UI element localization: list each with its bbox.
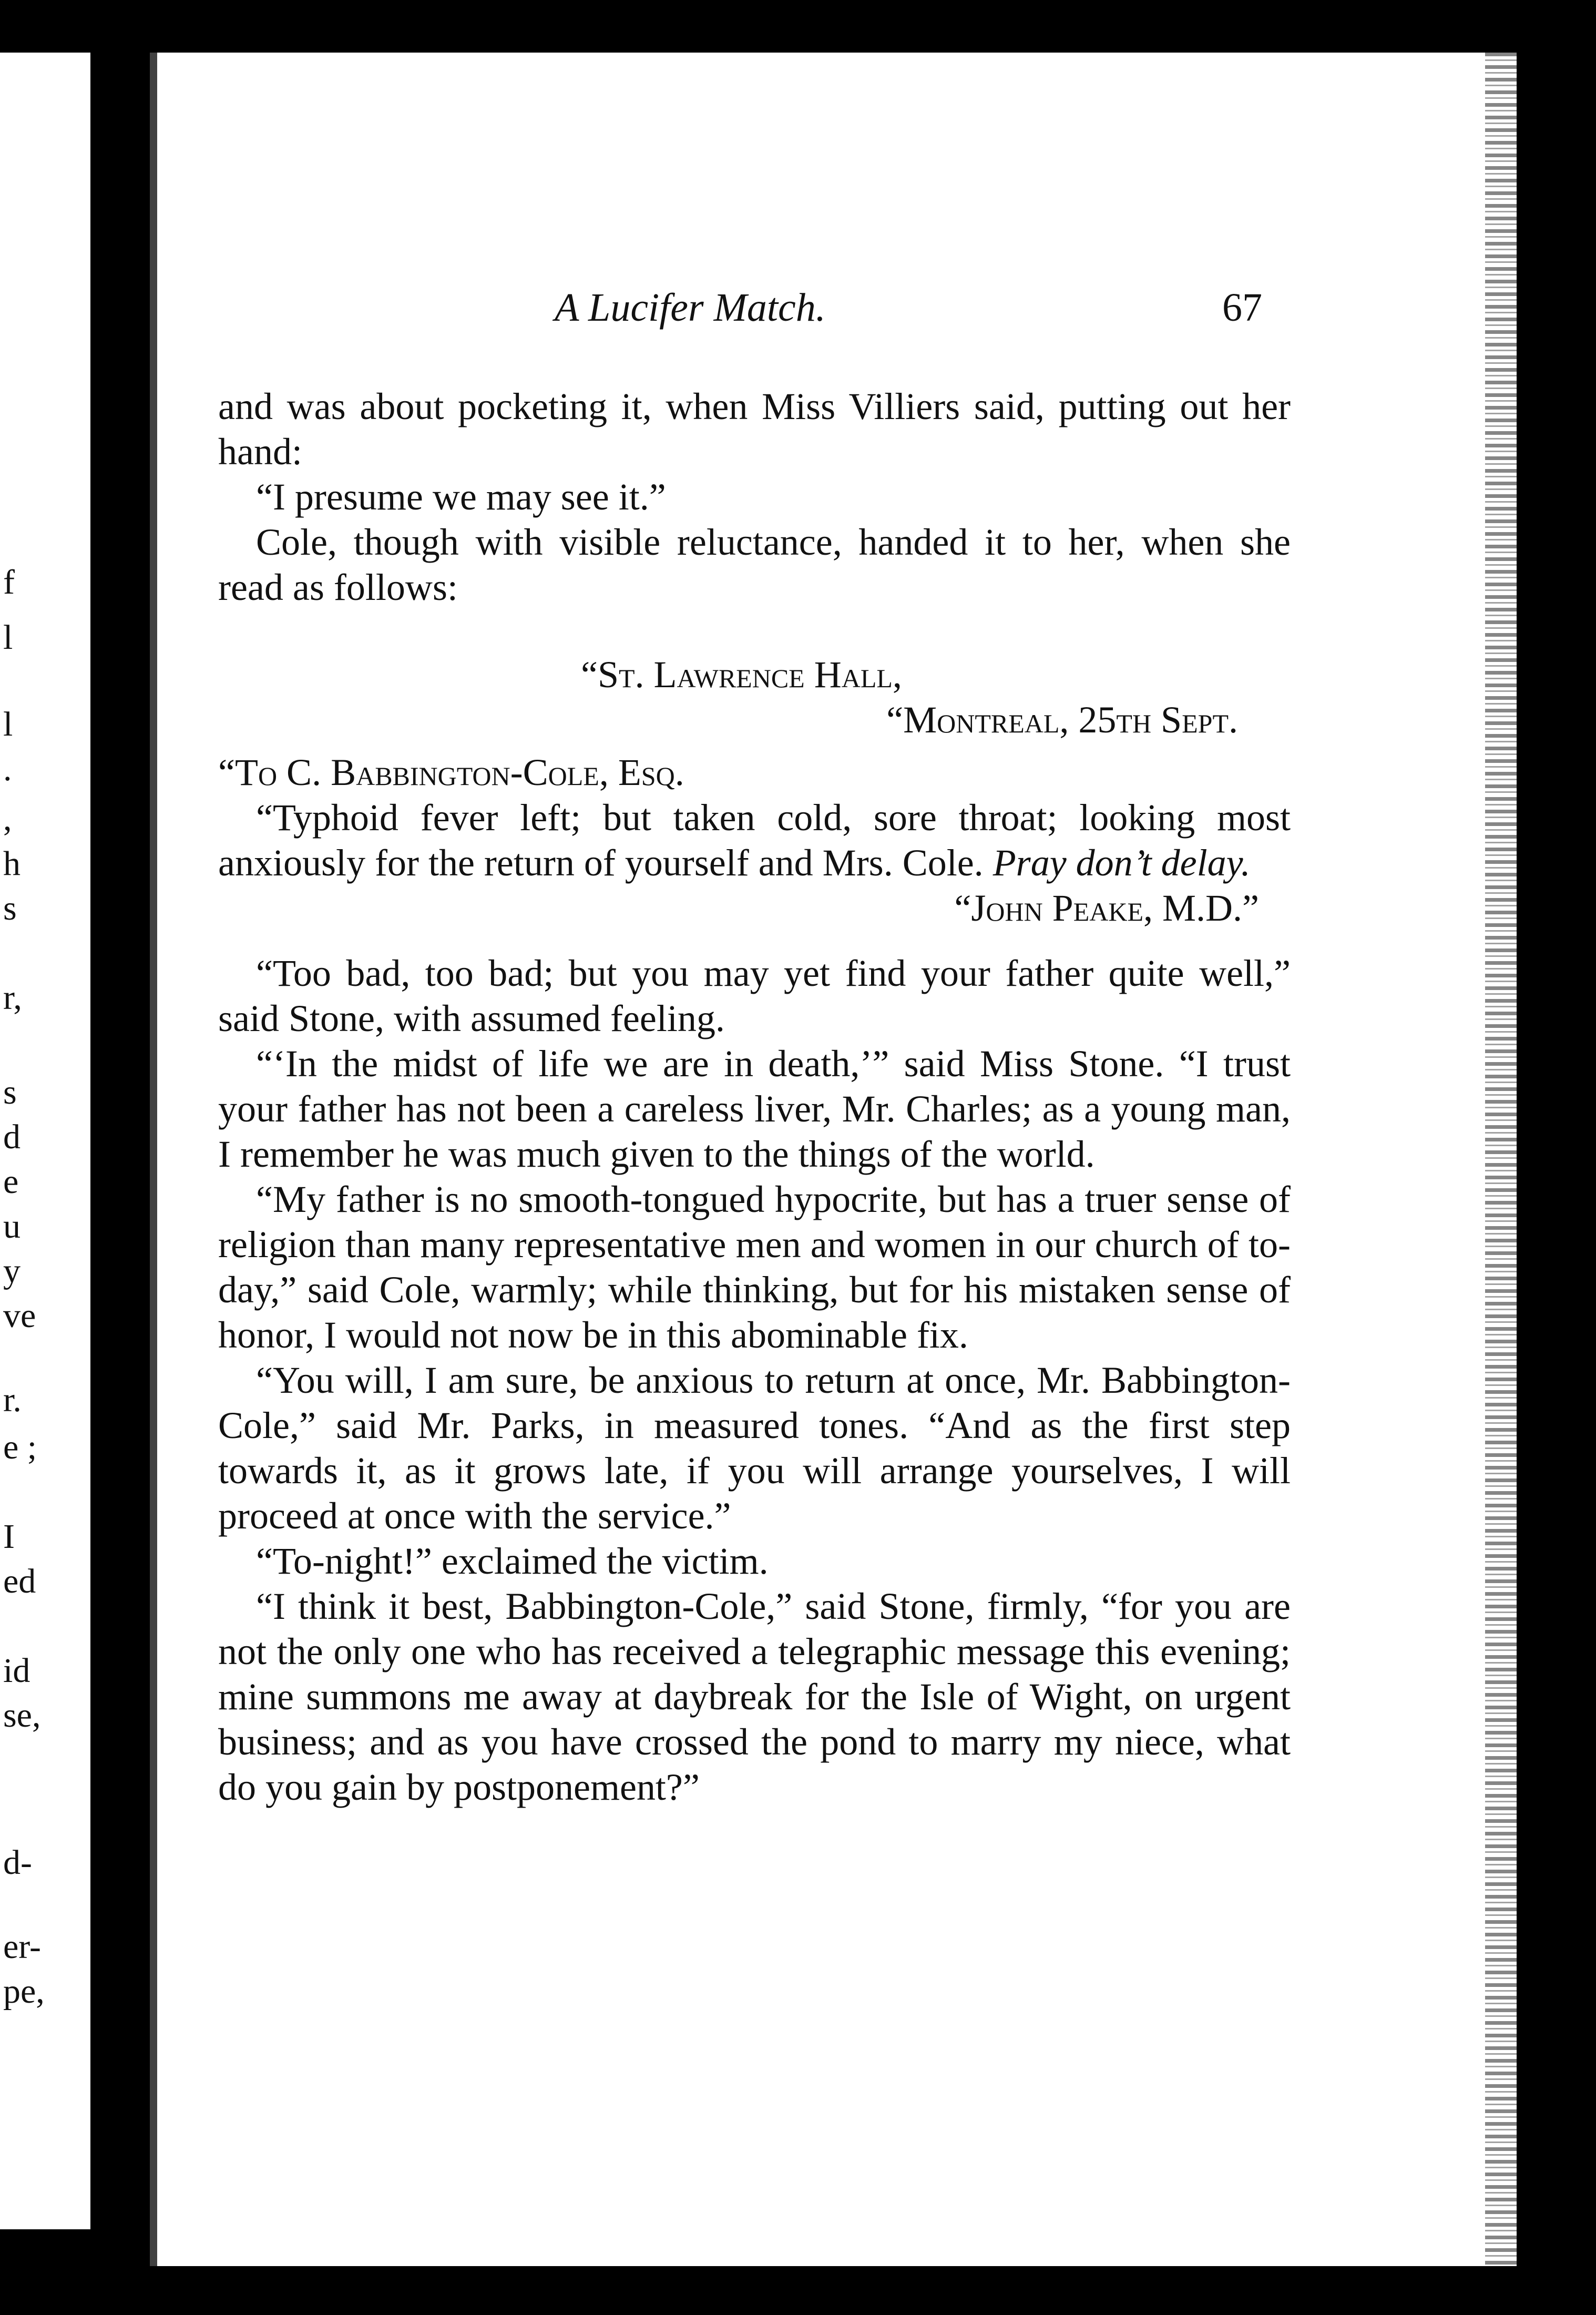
letter-dateline — [218, 697, 1291, 742]
page-body — [218, 384, 1291, 1810]
running-title: A Lucifer Match. — [555, 285, 826, 330]
paragraph: “‘In the midst of life we are in death,’” said Miss Stone. “I trust your father has not been a careless liver, Mr. Charles; as a young man, I remember he was much given to the things of the world. — [218, 1043, 1291, 1175]
facing-page-text: id — [3, 1651, 30, 1690]
facing-page-text: y — [3, 1252, 21, 1290]
facing-page-text: d- — [3, 1843, 32, 1882]
facing-page-text: r, — [3, 978, 22, 1017]
facing-page-text: . — [3, 750, 12, 788]
facing-page-text: se, — [3, 1696, 41, 1735]
letter-place-date: “Montreal, 25th Sept. — [886, 699, 1238, 741]
facing-page-text: d — [3, 1118, 21, 1156]
facing-page-text: u — [3, 1207, 21, 1246]
facing-page-text: s — [3, 1073, 17, 1111]
facing-page-text: l — [3, 618, 13, 657]
facing-page-text: pe, — [3, 1972, 45, 2011]
book-page — [150, 53, 1517, 2266]
facing-page-text: e ; — [3, 1428, 37, 1466]
facing-page-text: I — [3, 1517, 15, 1556]
facing-page-fragment — [0, 53, 90, 2229]
letter-body-emphasis: Pray don’t delay. — [993, 842, 1251, 884]
facing-page-text: , — [3, 800, 12, 838]
letter-body-text: “Typhoid fever left; but taken cold, sore throat; looking most anxiously for the return of yourself and Mrs. Cole. — [218, 797, 1291, 884]
facing-page-text: ed — [3, 1562, 36, 1600]
running-head — [150, 284, 1517, 331]
facing-page-text: h — [3, 844, 21, 883]
page-edge-shadow — [150, 53, 157, 2266]
facing-page-text: er- — [3, 1928, 41, 1966]
facing-page-text: e — [3, 1162, 19, 1201]
page-number: 67 — [1222, 285, 1262, 330]
paragraph: “To-night!” exclaimed the victim. — [256, 1540, 769, 1582]
paragraph: Cole, though with visible reluctance, handed it to her, when she read as follows: — [218, 521, 1291, 608]
paragraph: and was about pocketing it, when Miss Villiers said, putting out her hand: — [218, 385, 1291, 473]
paragraph: “I think it best, Babbington-Cole,” said Stone, firmly, “for you are not the only one who has received a telegraphic message this evening; mine summons me away at daybreak for the Isle of Wight, on urgent business; and as you have crossed the pond to marry my niece, what do you gain by postponement?” — [218, 1585, 1291, 1808]
facing-page-text: l — [3, 705, 13, 743]
page-edge-noise — [1485, 53, 1517, 2266]
paragraph: “My father is no smooth-tongued hypocrite, but has a truer sense of religion than many representative men and women in our church of to-day,” said Cole, warmly; while thinking, but for his mistaken sense of honor, I would not now be in this abominable fix. — [218, 1178, 1291, 1356]
facing-page-text: r. — [3, 1381, 22, 1419]
paragraph: “You will, I am sure, be anxious to return at once, Mr. Babbington-Cole,” said Mr. Parks, in measured tones. “And as the first step towards it, as it grows late, if you will arrange yourselves, I will proceed at once with the service.” — [218, 1359, 1291, 1537]
letter-addressee: “To C. Babbington-Cole, Esq. — [218, 751, 684, 793]
letter-body — [218, 795, 1291, 885]
letter-signature: “John Peake, M.D.” — [954, 887, 1259, 929]
telegram — [218, 652, 1291, 931]
facing-page-text: s — [3, 889, 17, 927]
paragraph: “Too bad, too bad; but you may yet find your father quite well,” said Stone, with assumed feeling. — [218, 952, 1291, 1039]
paragraph: “I presume we may see it.” — [256, 476, 666, 518]
facing-page-text: ve — [3, 1297, 36, 1335]
letter-heading: “St. Lawrence Hall, — [581, 654, 902, 696]
facing-page-text: f — [3, 563, 15, 601]
